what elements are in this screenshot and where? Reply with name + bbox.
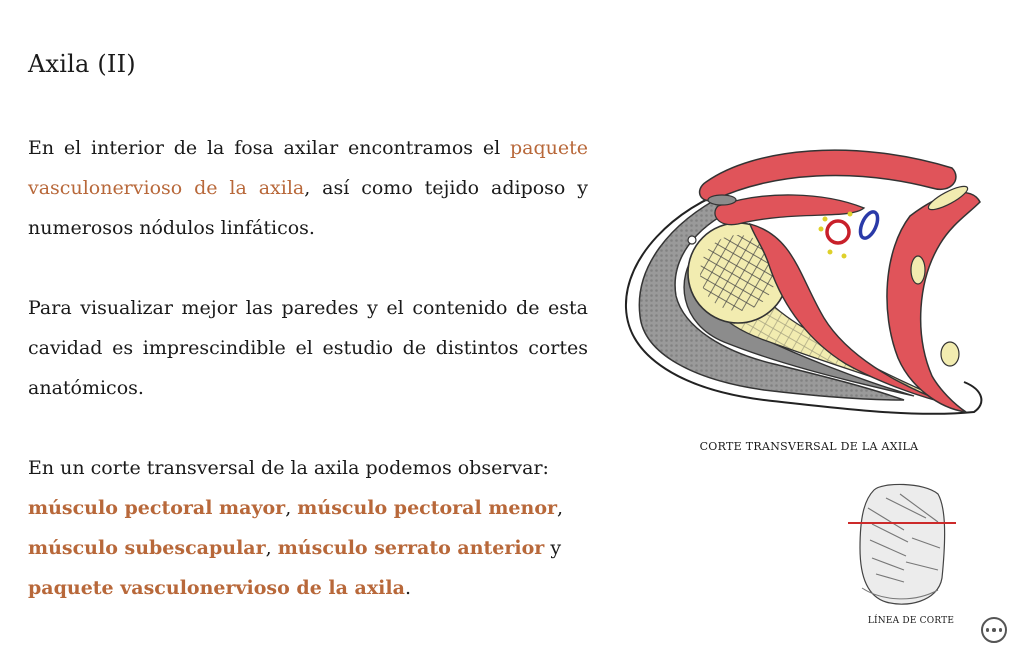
corte-paragraph	[28, 448, 588, 608]
axilla-cross-section-illustration	[614, 128, 994, 428]
separator: ,	[285, 497, 298, 519]
more-options-icon[interactable]	[981, 617, 1007, 643]
torso-outline	[860, 484, 945, 604]
text-segment: En un corte transversal de la axila podemos observar:	[28, 457, 549, 479]
nerve-dot	[828, 250, 833, 255]
nerve-dot	[819, 227, 824, 232]
tendon-oval	[941, 342, 959, 366]
axillary-vein	[857, 209, 881, 240]
dot	[992, 628, 996, 632]
visualizar-paragraph	[28, 288, 588, 408]
dot	[999, 628, 1003, 632]
tendon-oval	[911, 256, 925, 284]
separator: ,	[265, 537, 278, 559]
nerve-dot	[842, 254, 847, 259]
small-vessel	[688, 236, 696, 244]
text-segment: Para visualizar mejor las paredes y el contenido de esta cavidad es imprescindible el estudio de distintos cortes anatómicos.	[28, 297, 588, 399]
page-title: Axila (II)	[28, 50, 136, 78]
separator: ,	[557, 497, 564, 519]
dot	[986, 628, 990, 632]
tendon-oval	[708, 195, 736, 205]
nerve-dot	[823, 217, 828, 222]
text-segment: , así como tejido adiposo y numerosos nódulos linfáticos.	[28, 177, 588, 239]
text-segment: En el interior de la fosa axilar encontramos el	[28, 137, 510, 159]
cut-line-thumbnail	[846, 478, 958, 612]
link-paquete-vasculonervioso-2[interactable]: paquete vasculonervioso de la axila	[28, 577, 405, 599]
axillary-artery	[827, 221, 849, 243]
separator: .	[404, 577, 411, 599]
link-pectoral-menor[interactable]: músculo pectoral menor	[297, 497, 558, 519]
link-paquete-vasculonervioso[interactable]: paquete vasculonervioso de la axila	[28, 137, 588, 199]
nerve-dot	[848, 212, 853, 217]
link-subescapular[interactable]: músculo subescapular	[28, 537, 266, 559]
separator: y	[544, 537, 562, 559]
link-pectoral-mayor[interactable]: músculo pectoral mayor	[28, 497, 286, 519]
cut-line-caption: LÍNEA DE CORTE	[867, 616, 955, 626]
main-figure-caption: CORTE TRANSVERSAL DE LA AXILA	[699, 440, 919, 453]
link-serrato-anterior[interactable]: músculo serrato anterior	[277, 537, 545, 559]
intro-paragraph	[28, 128, 588, 248]
pectoral-mayor-muscle	[700, 150, 956, 201]
subescapular-muscle	[887, 193, 980, 412]
